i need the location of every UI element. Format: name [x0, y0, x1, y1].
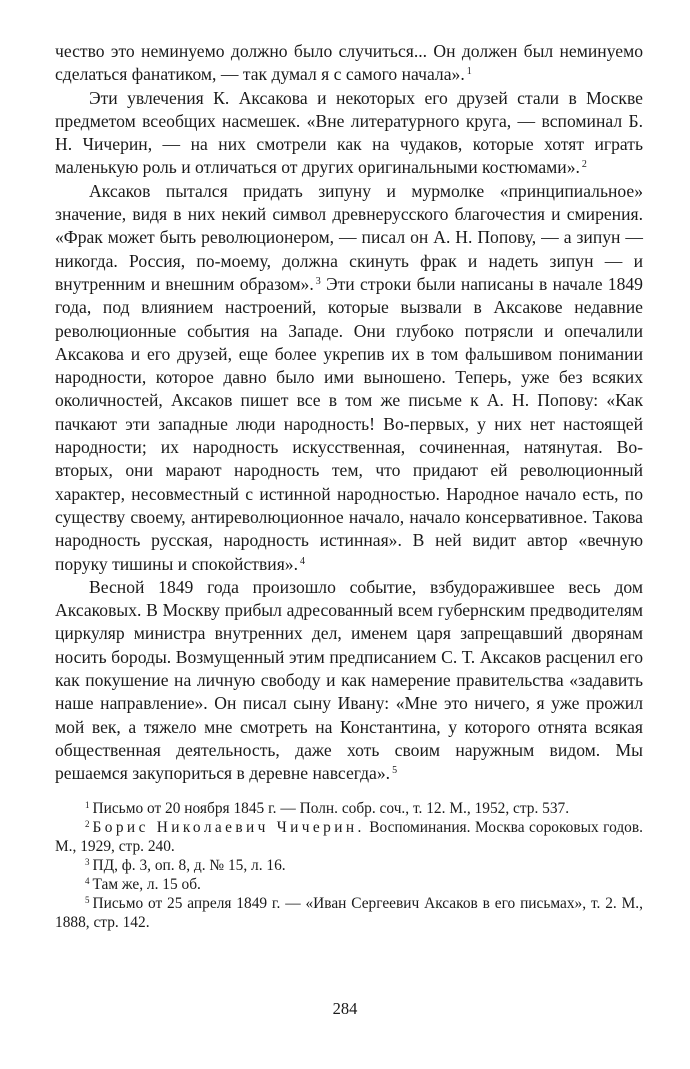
footnote	[55, 818, 643, 856]
paragraph	[55, 87, 643, 180]
paragraph-text: чество это неминуемо должно было случиться... Он должен был неминуемо сделаться фанатиком, — так думал я с самого начала».	[55, 41, 643, 85]
footnote	[55, 856, 643, 875]
page-content	[55, 40, 643, 932]
footnote-ref: 4	[299, 555, 305, 567]
paragraph-text: Весной 1849 года произошло событие, взбудоражившее весь дом Аксаковых. В Москву прибыл адресованный всем губернским предводителям циркуляр министра внутренних дел, именем царя запрещавший дворянам носить бороды. Возмущенный этим предписанием С. Т. Аксаков расценил его как покушение на личную свободу и как намерение правительства «задавить наше направление». Он писал сыну Ивану: «Мне это ничего, я уже прожил мой век, а тяжело мне смотреть на Константина, у которого отнята всякая общественная деятельность, даже хоть своим наружным видом. Мы решаемся закупориться в деревне навсегда».	[55, 576, 643, 784]
footnote-ref: 2	[581, 159, 587, 171]
footnote-ref: 5	[392, 765, 398, 777]
body-text	[55, 40, 643, 786]
paragraph-text: Аксаков пытался придать зипуну и мурмолке «принципиальное» значение, видя в них некий символ древнерусского благочестия и смирения. «Фрак может быть революционером, — писал он А. Н. Попову, — а зипун — никогда. Россия, по-моему, должна скинуть фрак и надеть зипун — и внутренним и внешним образом».	[55, 180, 643, 294]
page-number: 284	[332, 999, 358, 1018]
footnote-number: 5	[85, 894, 90, 905]
footnote-text: ПД, ф. 3, оп. 8, д. № 15, л. 16.	[92, 856, 286, 874]
footnote-author: Борис Николаевич Чичерин.	[92, 818, 365, 836]
footnote-number: 1	[85, 799, 90, 810]
footnote-text: Воспоминания. Москва сороковых годов. М., 1929, стр. 240.	[55, 818, 643, 855]
paragraph-continued	[55, 40, 643, 87]
footnotes	[55, 799, 643, 932]
footnote	[55, 894, 643, 932]
footnote	[55, 875, 643, 894]
paragraph	[55, 180, 643, 576]
footnote-number: 2	[85, 818, 90, 829]
footnote-text: Письмо от 20 ноября 1845 г. — Полн. собр. соч., т. 12. М., 1952, стр. 537.	[92, 799, 570, 817]
footnote-number: 4	[85, 875, 90, 886]
footnote-number: 3	[85, 856, 90, 867]
footnote-ref: 3	[315, 275, 321, 287]
footnote-text: Там же, л. 15 об.	[92, 875, 201, 893]
footnote-ref: 1	[466, 66, 472, 78]
footnote-text: Письмо от 25 апреля 1849 г. — «Иван Сергеевич Аксаков в его письмах», т. 2. М., 1888, стр. 142.	[55, 894, 643, 931]
paragraph-text-tail: Эти строки были написаны в начале 1849 года, под влиянием настроений, которые вызвали в Аксакове недавние революционные события на Западе. Они глубоко потрясли и опечалили Аксакова и его друзей, еще более укрепив их в том фальшивом понимании народности, которое давно было ими выношено. Теперь, уже без всяких околичностей, Аксаков пишет все в том же письме к А. Н. Попову: «Как пачкают эти западные люди народность! Во-первых, у них нет настоящей народности; их народность искусственная, сочиненная, натянутая. Во-вторых, они марают народность тем, что придают ей революционный характер, несовместный с истинной народностью. Народное начало есть, по существу своему, антиреволюционное начало, начало консервативное. Такова народность русская, народность истинная». В ней видит автор «вечную поруку тишины и спокойствия».	[55, 273, 643, 574]
paragraph-text: Эти увлечения К. Аксакова и некоторых его друзей стали в Москве предметом всеобщих насмешек. «Вне литературного круга, — вспоминал Б. Н. Чичерин, — на них смотрели как на чудаков, которые хотят играть маленькую роль и отличаться от других оригинальными костюмами».	[55, 87, 643, 178]
footnote	[55, 799, 643, 818]
paragraph	[55, 576, 643, 786]
